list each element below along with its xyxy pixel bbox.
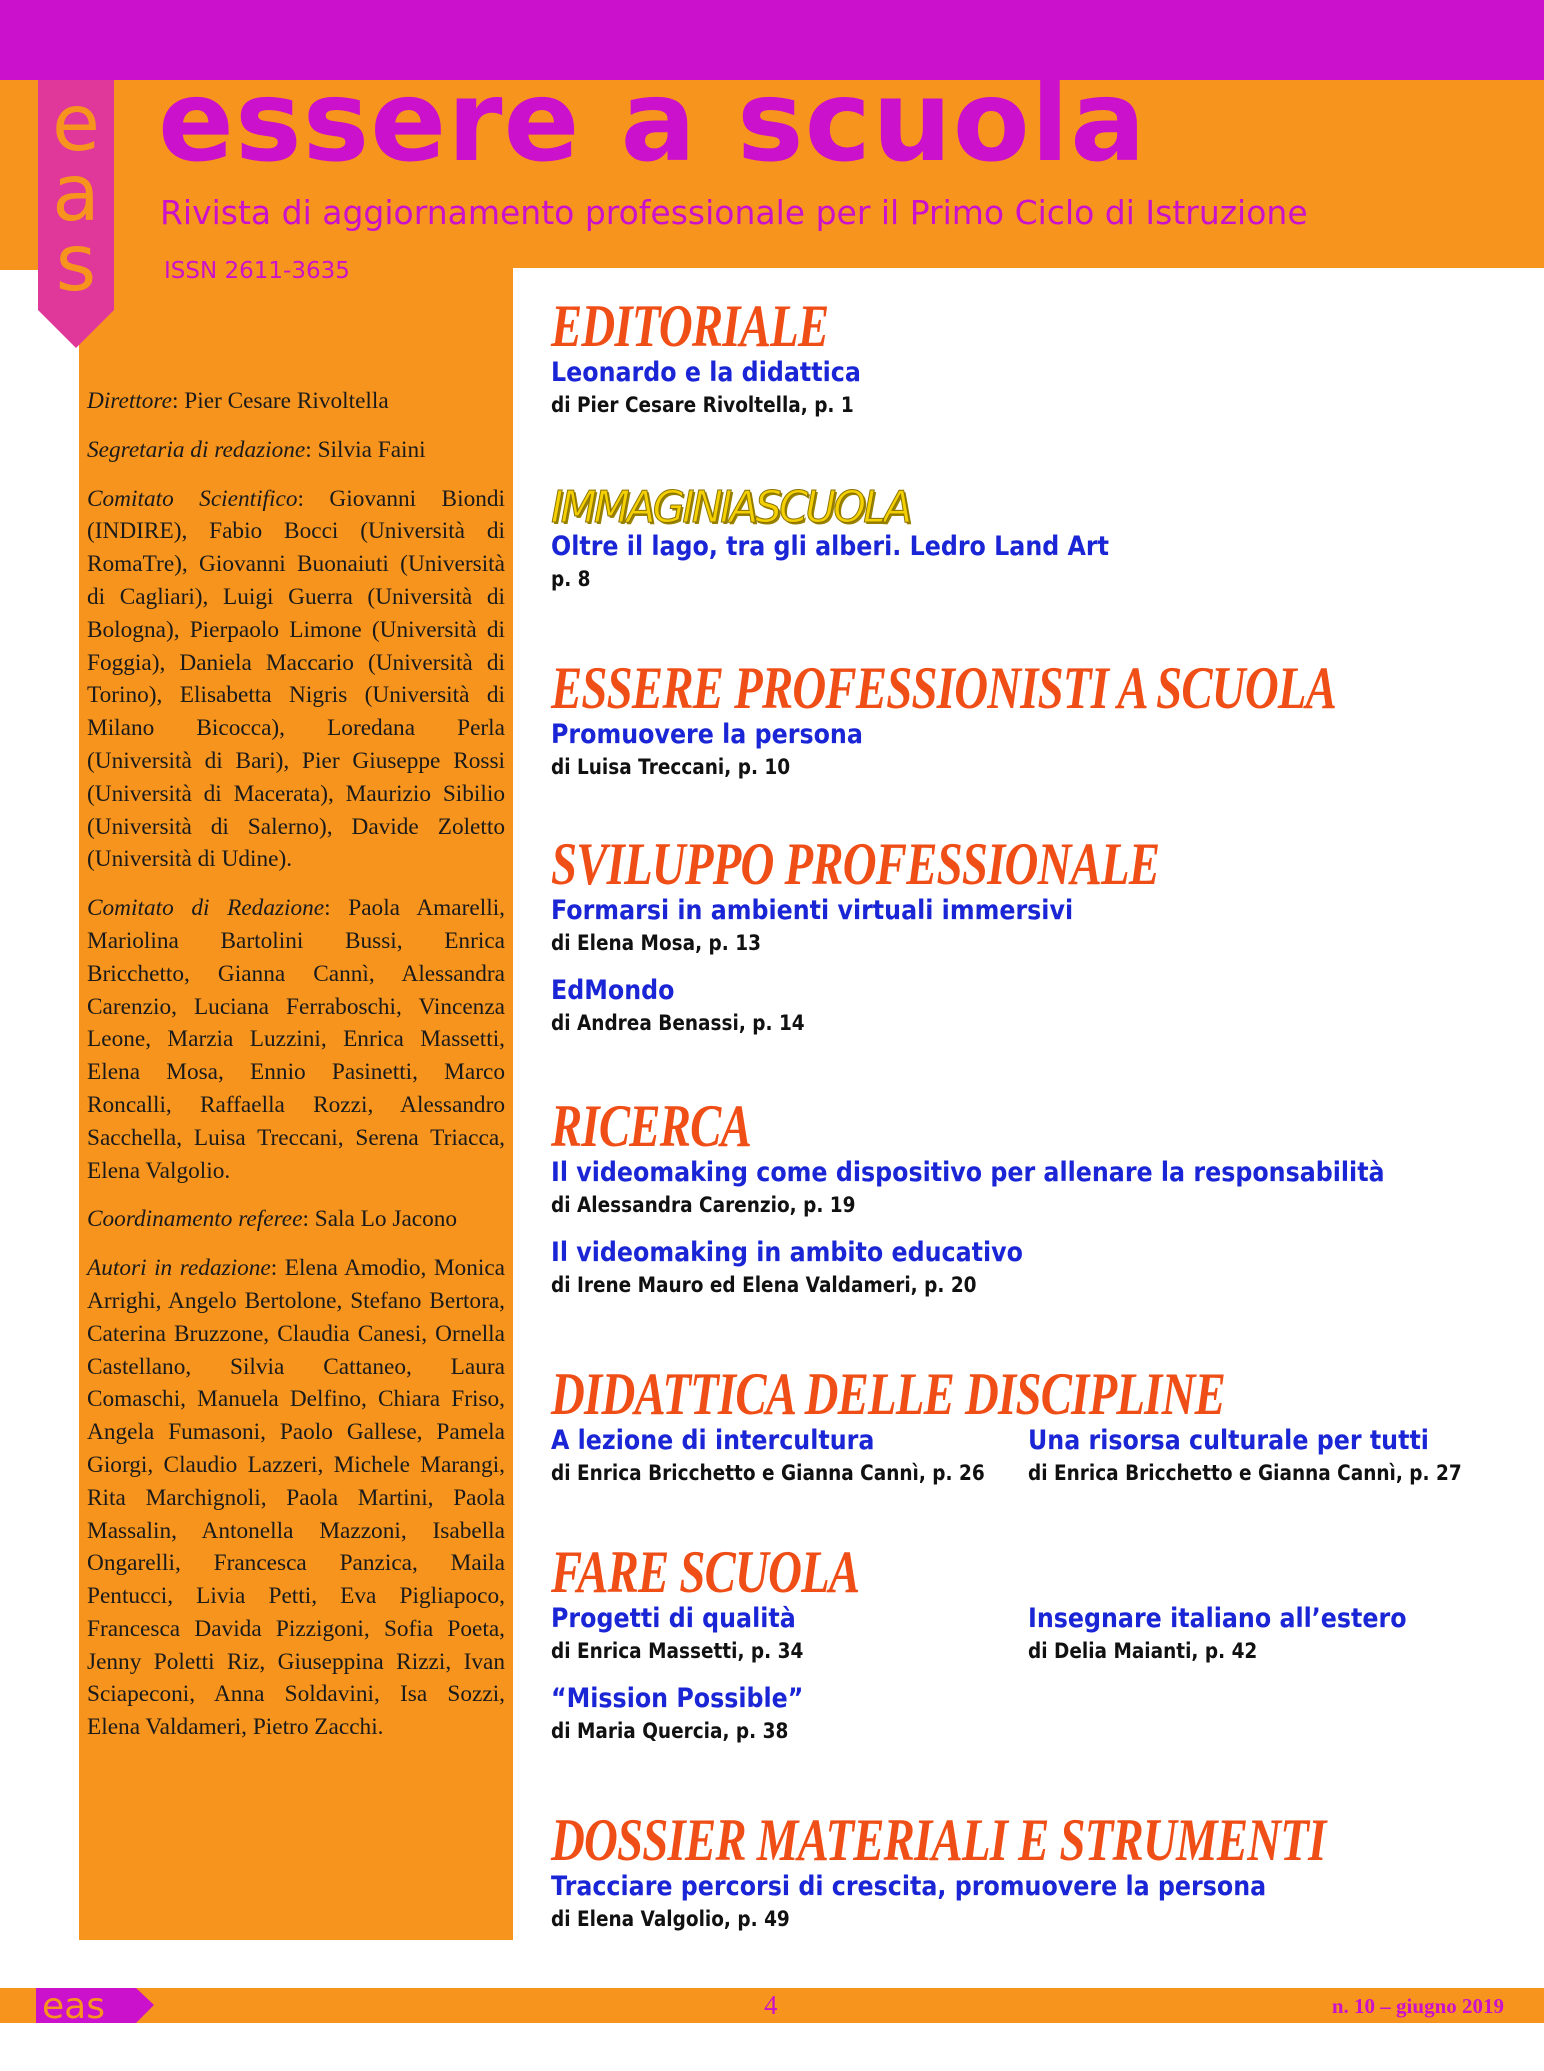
toc-article[interactable] bbox=[1028, 1424, 1505, 1488]
eas-logo-ribbon bbox=[38, 80, 114, 348]
article-author: di Alessandra Carenzio, p. 19 bbox=[551, 1193, 856, 1217]
toc-article[interactable] bbox=[551, 1602, 1028, 1666]
article-title[interactable]: Formarsi in ambienti virtuali immersivi bbox=[551, 895, 1074, 926]
article-columns bbox=[551, 1602, 1505, 1762]
staff-role: Coordinamento referee bbox=[87, 1206, 303, 1233]
article-author: di Maria Quercia, p. 38 bbox=[551, 1719, 789, 1743]
article-author: di Luisa Treccani, p. 10 bbox=[551, 755, 791, 779]
toc-article[interactable] bbox=[1028, 1602, 1505, 1666]
article-author: di Elena Mosa, p. 13 bbox=[551, 931, 761, 955]
toc-article[interactable] bbox=[551, 718, 1544, 782]
logo-letter-e: e bbox=[52, 80, 100, 169]
article-title[interactable]: Promuovere la persona bbox=[551, 719, 863, 750]
staff-names: : Giovanni Biondi (INDIRE), Fabio Bocci (Università di RomaTre), Giovanni Buonaiuti (Università di Cagliari), Luigi Guerra (Università di Bologna), Pierpaolo Limone (Università di Foggia), Daniela Maccario (Università di Torino), Elisabetta Nigris (Università di Milano Bicocca), Loredana Perla (Università di Bari), Pier Giuseppe Rossi (Università di Macerata), Maurizio Sibilio (Università di Salerno), Davide Zoletto (Università di Udine). bbox=[87, 485, 505, 873]
toc-article[interactable] bbox=[551, 530, 1185, 594]
article-columns bbox=[551, 1424, 1505, 1504]
toc-section-sviluppo-professionale bbox=[551, 831, 1331, 1054]
section-heading: RICERCA bbox=[551, 1093, 752, 1159]
staff-role: Comitato di Redazione bbox=[87, 895, 325, 922]
staff-entry-referee bbox=[87, 1203, 505, 1236]
staff-entry-scientific-committee bbox=[87, 483, 505, 877]
toc-article[interactable] bbox=[551, 1236, 1498, 1300]
section-heading: DIDATTICA DELLE DISCIPLINE bbox=[551, 1361, 1226, 1427]
article-column-left bbox=[551, 1602, 1028, 1762]
toc-section-dossier bbox=[551, 1807, 1544, 1950]
article-column-right bbox=[1028, 1602, 1505, 1762]
staff-names: : Sala Lo Jacono bbox=[302, 1206, 458, 1233]
staff-list bbox=[87, 385, 505, 1760]
article-author: di Andrea Benassi, p. 14 bbox=[551, 1011, 805, 1035]
staff-entry-director bbox=[87, 385, 505, 418]
staff-role: Segretaria di redazione bbox=[87, 436, 306, 463]
article-title[interactable]: A lezione di intercultura bbox=[551, 1425, 875, 1456]
article-author: p. 8 bbox=[551, 567, 591, 591]
section-heading: SVILUPPO PROFESSIONALE bbox=[551, 831, 1160, 897]
logo-letter-a: a bbox=[52, 149, 100, 239]
magazine-subtitle: Rivista di aggiornamento professionale per il Primo Ciclo di Istruzione bbox=[160, 193, 1308, 232]
page-number: 4 bbox=[764, 1990, 778, 2020]
article-author: di Enrica Massetti, p. 34 bbox=[551, 1639, 804, 1663]
footer-logo-shape bbox=[36, 1988, 156, 2023]
article-author: di Enrica Bricchetto e Gianna Cannì, p. 26 bbox=[551, 1461, 985, 1485]
toc-section-editoriale bbox=[551, 293, 907, 436]
section-heading: DOSSIER MATERIALI E STRUMENTI bbox=[551, 1807, 1326, 1873]
toc-article[interactable] bbox=[551, 356, 907, 420]
section-heading: ESSERE PROFESSIONISTI A SCUOLA bbox=[551, 655, 1337, 721]
article-title[interactable]: Il videomaking in ambito educativo bbox=[551, 1237, 1023, 1268]
article-author: di Elena Valgolio, p. 49 bbox=[551, 1907, 790, 1931]
article-title[interactable]: EdMondo bbox=[551, 975, 675, 1006]
staff-names: : Elena Amodio, Monica Arrighi, Angelo Bertolone, Stefano Bertora, Caterina Bruzzone, Claudia Canesi, Ornella Castellano, Silvia Cattaneo, Laura Comaschi, Manuela Delfino, Chiara Friso, Angela Fumasoni, Paolo Gallese, Pamela Giorgi, Claudio Lazzeri, Michele Marangi, Rita Marchignoli, Paola Martini, Paola Massalin, Antonella Mazzoni, Isabella Ongarelli, Francesca Panzica, Maila Pentucci, Livia Petti, Eva Pigliapoco, Francesca Davida Pizzigoni, Sofia Poeta, Jenny Poletti Riz, Giuseppina Rizzi, Ivan Sciapeconi, Anna Soldavini, Isa Sozzi, Elena Valdameri, Pietro Zacchi. bbox=[87, 1255, 506, 1741]
toc-article[interactable] bbox=[551, 1156, 1498, 1220]
staff-entry-editorial-committee bbox=[87, 892, 505, 1187]
article-title[interactable]: Insegnare italiano all’estero bbox=[1028, 1603, 1407, 1634]
section-heading: IMMAGINIASCUOLA bbox=[551, 482, 910, 533]
article-author: di Pier Cesare Rivoltella, p. 1 bbox=[551, 393, 854, 417]
staff-role: Autori in redazione bbox=[87, 1255, 271, 1282]
toc-section-immaginiascuola bbox=[551, 482, 1185, 610]
article-title[interactable]: Progetti di qualità bbox=[551, 1603, 796, 1634]
toc-article[interactable] bbox=[551, 1424, 1028, 1488]
article-author: di Delia Maianti, p. 42 bbox=[1028, 1639, 1258, 1663]
staff-role: Direttore bbox=[87, 388, 172, 414]
staff-entry-secretary bbox=[87, 434, 505, 467]
toc-section-didattica-discipline bbox=[551, 1361, 1505, 1504]
staff-entry-authors bbox=[87, 1252, 505, 1744]
staff-names: : Paola Amarelli, Mariolina Bartolini Bussi, Enrica Bricchetto, Gianna Cannì, Alessandra Carenzio, Luciana Ferraboschi, Vincenza Leone, Marzia Luzzini, Enrica Massetti, Elena Mosa, Ennio Pasinetti, Marco Roncalli, Raffaella Rozzi, Alessandro Sacchella, Luisa Treccani, Serena Triacca, Elena Valgolio. bbox=[87, 895, 505, 1184]
issn-code: ISSN 2611-3635 bbox=[164, 258, 350, 284]
staff-names: : Pier Cesare Rivoltella bbox=[171, 388, 389, 414]
staff-role: Comitato Scientifico bbox=[87, 485, 298, 512]
section-heading: FARE SCUOLA bbox=[551, 1539, 860, 1605]
article-author: di Enrica Bricchetto e Gianna Cannì, p. 27 bbox=[1028, 1461, 1462, 1485]
footer-eas-logo bbox=[36, 1988, 156, 2028]
article-title[interactable]: Oltre il lago, tra gli alberi. Ledro Land Art bbox=[551, 531, 1109, 562]
issue-info: n. 10 – giugno 2019 bbox=[1331, 1994, 1504, 2018]
toc-article[interactable] bbox=[551, 1870, 1544, 1934]
eas-logo-shape bbox=[38, 80, 114, 348]
section-heading: EDITORIALE bbox=[551, 293, 829, 359]
toc-section-essere-professionisti bbox=[551, 655, 1544, 798]
article-title[interactable]: Tracciare percorsi di crescita, promuovere la persona bbox=[551, 1871, 1267, 1902]
article-title[interactable]: Leonardo e la didattica bbox=[551, 357, 861, 388]
article-title[interactable]: Il videomaking come dispositivo per allenare la responsabilità bbox=[551, 1157, 1385, 1188]
footer-logo-text: eas bbox=[42, 1988, 105, 2023]
logo-letter-s: s bbox=[55, 219, 97, 309]
toc-section-ricerca bbox=[551, 1093, 1498, 1316]
magazine-title: essere a scuola bbox=[158, 57, 1147, 187]
toc-article[interactable] bbox=[551, 974, 1331, 1038]
toc-section-fare-scuola bbox=[551, 1539, 1505, 1762]
article-title[interactable]: Una risorsa culturale per tutti bbox=[1028, 1425, 1429, 1456]
staff-names: : Silvia Faini bbox=[305, 436, 426, 463]
toc-article[interactable] bbox=[551, 1682, 1028, 1746]
article-title[interactable]: “Mission Possible” bbox=[551, 1683, 804, 1714]
article-author: di Irene Mauro ed Elena Valdameri, p. 20 bbox=[551, 1273, 977, 1297]
toc-article[interactable] bbox=[551, 894, 1331, 958]
